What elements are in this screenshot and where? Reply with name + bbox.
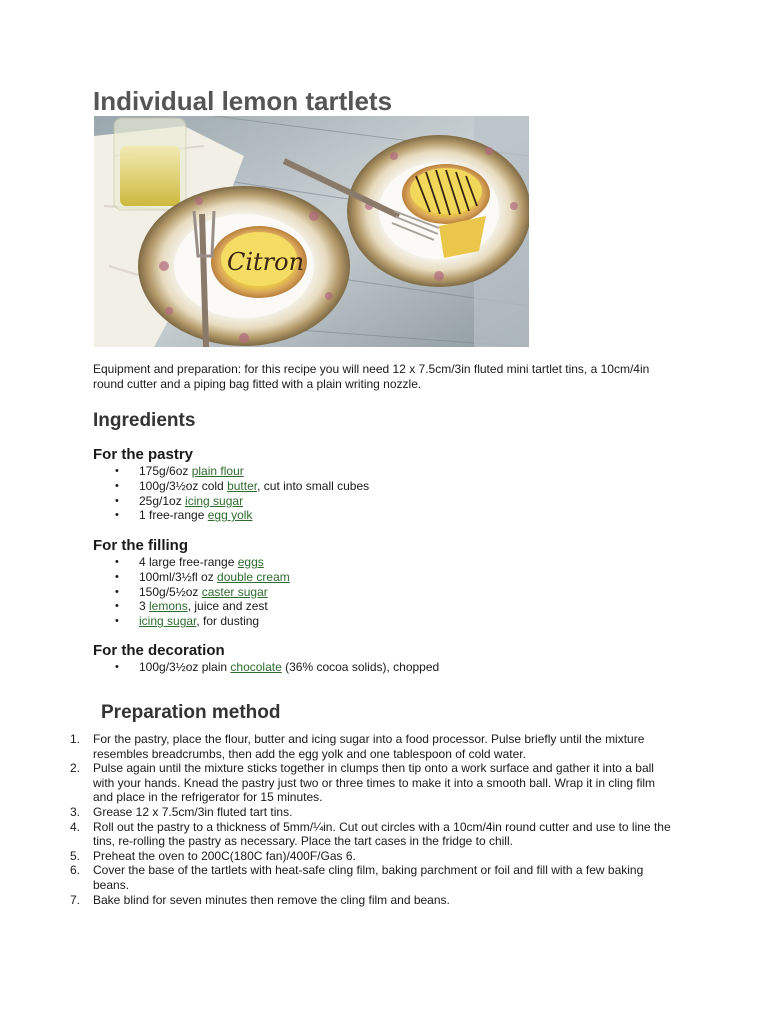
- list-item: 2. Pulse again until the mixture sticks together in clumps then tip onto a work surface and gather it into a ball with your hands. Knead the pastry just two or three times to make it into a smooth ball. Wrap it in cling film and place in the refrigerator for 15 minutes.: [70, 761, 656, 805]
- list-item: 5. Preheat the oven to 200C(180C fan)/400F/Gas 6.: [70, 848, 356, 863]
- list-item: • 1 free-range egg yolk: [93, 508, 369, 523]
- ingredient-link[interactable]: plain flour: [191, 464, 244, 478]
- pastry-list: [93, 464, 369, 523]
- ingredient-link[interactable]: caster sugar: [201, 584, 268, 599]
- filling-list: [93, 555, 290, 629]
- ingredient-link[interactable]: egg yolk: [207, 508, 253, 523]
- list-item: • 3 lemons, juice and zest: [93, 599, 290, 614]
- list-item: • 100g/3½oz cold butter, cut into small cubes: [93, 479, 369, 494]
- list-item: • 175g/6oz plain flour: [93, 464, 369, 479]
- list-item: 7. Bake blind for seven minutes then remove the cling film and beans.: [70, 892, 450, 907]
- equipment-intro: Equipment and preparation: for this recipe you will need 12 x 7.5cm/3in fluted mini tartlet tins, a 10cm/4in round cutter and a piping bag fitted with a plain writing nozzle.: [93, 362, 650, 391]
- ingredient-link[interactable]: chocolate: [230, 660, 282, 674]
- ingredient-link[interactable]: icing sugar: [185, 493, 244, 508]
- list-item: 3. Grease 12 x 7.5cm/3in fluted tart tins.: [70, 804, 293, 819]
- list-item: 4. Roll out the pastry to a thickness of 5mm/¼in. Cut out circles with a 10cm/4in round cutter and use to line the tins, re-rolling the pastry as necessary. Place the tart cases in the fridge to chill.: [70, 819, 671, 849]
- pastry-heading: For the pastry: [93, 446, 194, 463]
- list-item: • 100g/3½oz plain chocolate (36% cocoa solids), chopped: [93, 660, 439, 675]
- decoration-list: [93, 660, 439, 675]
- method-steps: [66, 732, 676, 907]
- ingredient-link[interactable]: lemons: [149, 599, 188, 614]
- list-item: • 150g/5½oz caster sugar: [93, 585, 290, 600]
- ingredients-heading: Ingredients: [93, 410, 196, 431]
- filling-heading: For the filling: [93, 537, 188, 554]
- ingredient-link[interactable]: eggs: [237, 555, 264, 569]
- list-item: 1. For the pastry, place the flour, butter and icing sugar into a food processor. Pulse briefly until the mixture resembles breadcrumbs, then add the egg yolk and one tablespoon of cold water.: [70, 732, 645, 761]
- list-item: • 4 large free-range eggs: [93, 555, 290, 570]
- list-item: • 25g/1oz icing sugar: [93, 494, 369, 509]
- ingredient-link[interactable]: icing sugar: [139, 614, 197, 629]
- list-item: 6. Cover the base of the tartlets with heat-safe cling film, baking parchment or foil and fill with a few baking beans.: [70, 863, 644, 892]
- list-item: • icing sugar, for dusting: [93, 614, 290, 629]
- decoration-heading: For the decoration: [93, 642, 225, 659]
- recipe-photo: [94, 116, 529, 347]
- ingredient-link[interactable]: double cream: [217, 569, 290, 584]
- ingredient-link[interactable]: butter: [227, 478, 258, 493]
- method-heading: Preparation method: [101, 702, 281, 723]
- page-title: Individual lemon tartlets: [93, 86, 393, 116]
- list-item: • 100ml/3½fl oz double cream: [93, 570, 290, 585]
- plate-text: Citron: [227, 248, 305, 276]
